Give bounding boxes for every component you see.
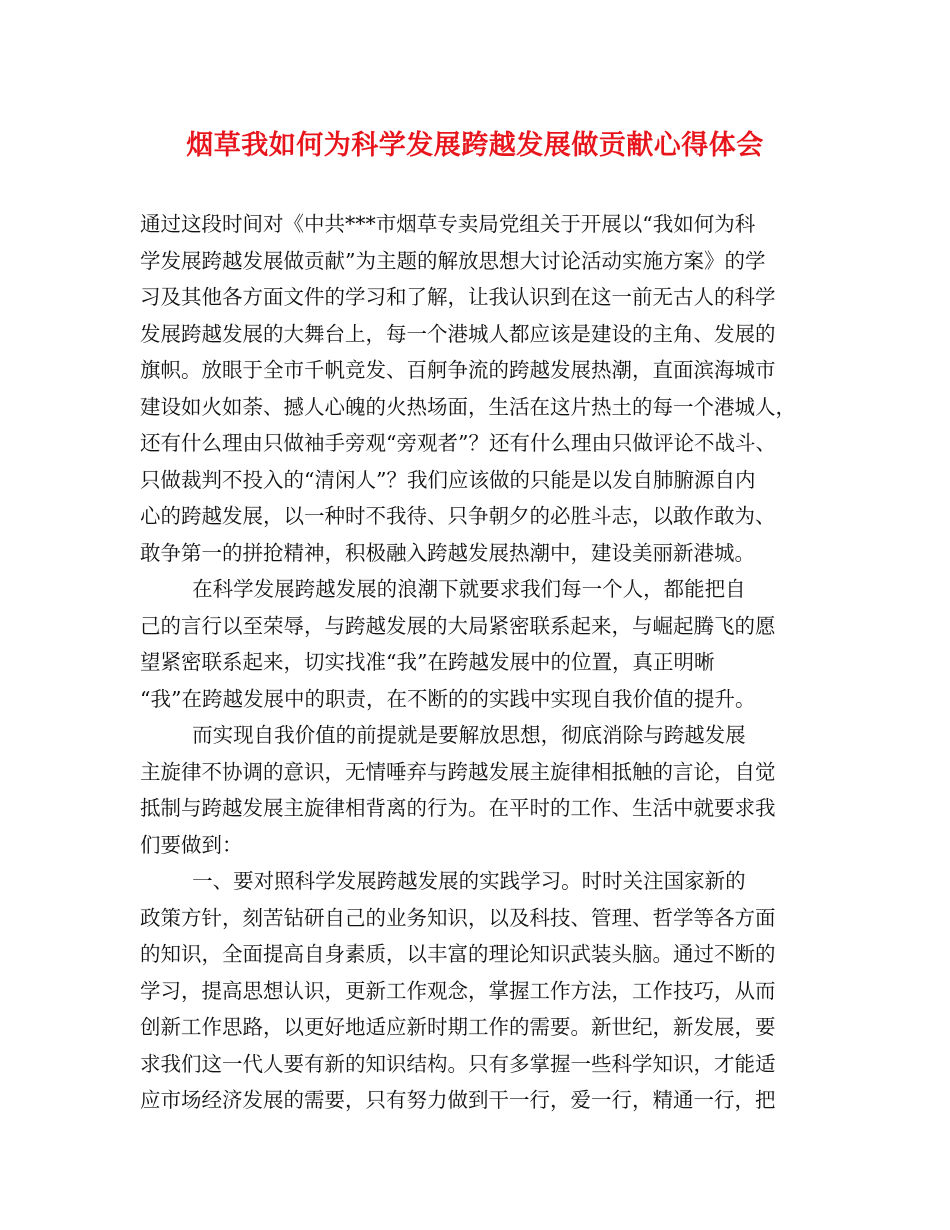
body-line: 通过这段时间对《中共***市烟草专卖局党组关于开展以“我如何为科 [140, 212, 756, 236]
body-line: 旗帜。放眼于全市千帆竞发、百舸争流的跨越发展热潮，直面滨海城市 [140, 358, 776, 382]
document-title: 烟草我如何为科学发展跨越发展做贡献心得体会 [186, 130, 764, 161]
body-line: “我”在跨越发展中的职责，在不断的的实践中实现自我价值的提升。 [140, 686, 756, 711]
body-line: 学习，提高思想认识，更新工作观念，掌握工作方法，工作技巧，从而 [140, 978, 776, 1003]
body-line: 在科学发展跨越发展的浪潮下就要求我们每一个人，都能把自 [140, 577, 746, 601]
body-line: 创新工作思路，以更好地适应新时期工作的需要。新世纪，新发展，要 [140, 1015, 776, 1039]
body-line: 心的跨越发展，以一种时不我待、只争朝夕的必胜斗志，以敢作敢为、 [140, 504, 776, 528]
body-line: 敢争第一的拼抢精神，积极融入跨越发展热潮中，建设美丽新港城。 [140, 540, 755, 565]
body-line: 应市场经济发展的需要，只有努力做到干一行，爱一行，精通一行，把 [140, 1088, 776, 1112]
body-line: 建设如火如荼、撼人心魄的火热场面，生活在这片热土的每一个港城人， [140, 394, 796, 419]
body-line: 望紧密联系起来，切实找准“我”在跨越发展中的位置，真正明晰 [140, 650, 715, 674]
body-line: 发展跨越发展的大舞台上，每一个港城人都应该是建设的主角、发展的 [140, 321, 776, 346]
body-line: 一、要对照科学发展跨越发展的实践学习。时时关注国家新的 [140, 869, 746, 893]
body-line: 只做裁判不投入的“清闲人”？我们应该做的只能是以发自肺腑源自内 [140, 467, 756, 492]
body-line: 们要做到： [140, 832, 243, 857]
body-line: 的知识，全面提高自身素质，以丰富的理论知识武装头脑。通过不断的 [140, 942, 776, 966]
body-line: 主旋律不协调的意识，无情唾弃与跨越发展主旋律相抵触的言论，自觉 [140, 759, 776, 784]
body-line: 还有什么理由只做袖手旁观“旁观者”？还有什么理由只做评论不战斗、 [140, 431, 776, 455]
body-line: 学发展跨越发展做贡献”为主题的解放思想大讨论活动实施方案》的学 [140, 248, 766, 273]
body-line: 求我们这一代人要有新的知识结构。只有多掌握一些科学知识，才能适 [140, 1051, 776, 1076]
body-line: 己的言行以至荣辱，与跨越发展的大局紧密联系起来，与崛起腾飞的愿 [140, 613, 776, 638]
body-line: 习及其他各方面文件的学习和了解，让我认识到在这一前无古人的科学 [140, 285, 776, 309]
body-line: 抵制与跨越发展主旋律相背离的行为。在平时的工作、生活中就要求我 [140, 796, 776, 820]
document-body [140, 206, 820, 1119]
body-line: 而实现自我价值的前提就是要解放思想，彻底消除与跨越发展 [140, 723, 746, 747]
body-line: 政策方针，刻苦钻研自己的业务知识，以及科技、管理、哲学等各方面 [140, 905, 776, 930]
